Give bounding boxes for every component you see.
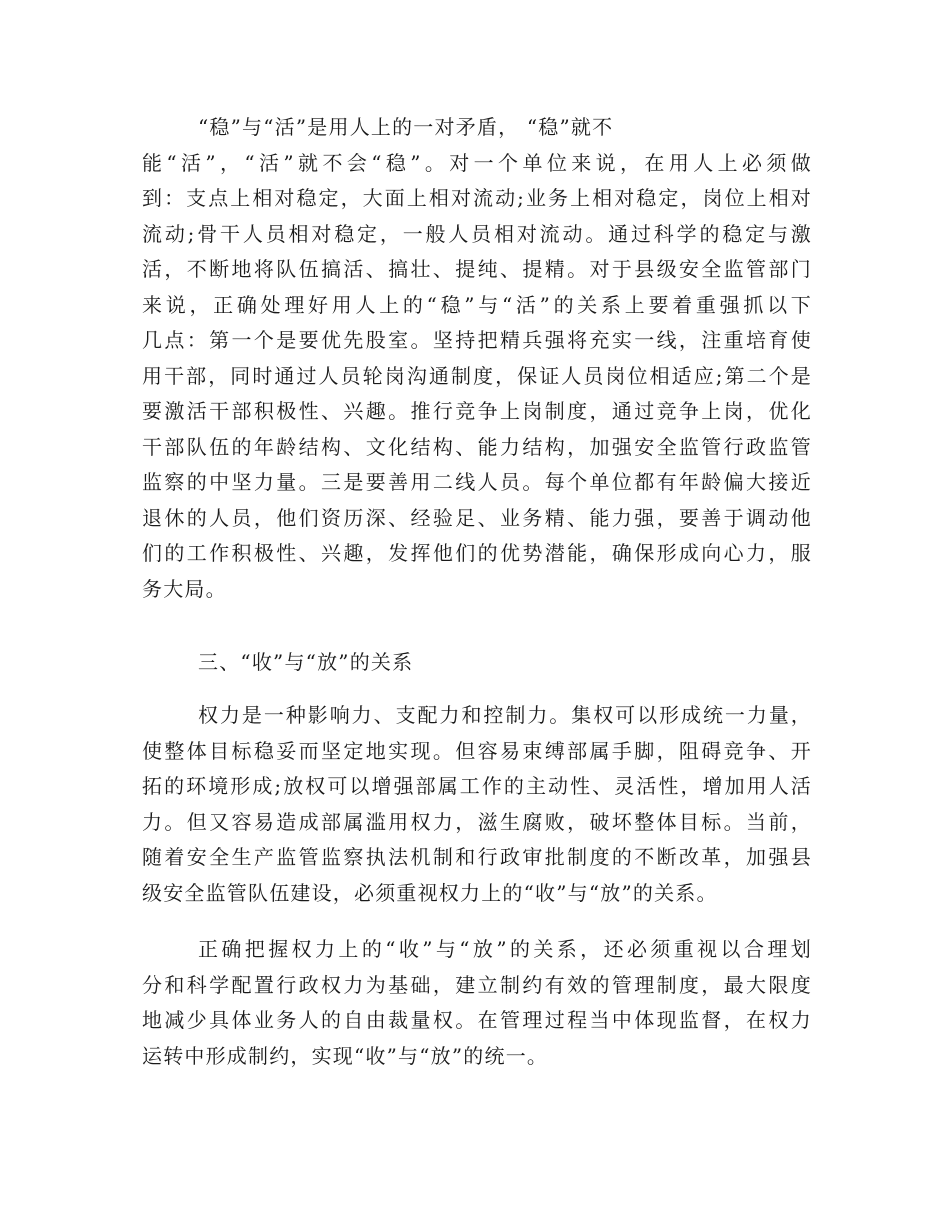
paragraph-power-balance	[142, 932, 812, 1074]
paragraph-line: 力。但又容易造成部属滥用权力，滋生腐败，破坏整体目标。当前，	[142, 809, 812, 834]
paragraph-line: 拓的环境形成;放权可以增强部属工作的主动性、灵活性，增加用人活	[142, 774, 812, 798]
paragraph-power-centralize	[142, 698, 812, 911]
paragraph-line: 干部队伍的年龄结构、文化结构、能力结构，加强安全监管行政监管	[142, 434, 812, 459]
paragraph-line: 级安全监管队伍建设，必须重视权力上的“收”与“放”的关系。	[142, 880, 718, 905]
paragraph-line: 到：支点上相对稳定，大面上相对流动;业务上相对稳定，岗位上相对	[142, 186, 812, 210]
paragraph-line: 要激活干部积极性、兴趣。推行竞争上岗制度，通过竞争上岗，优化	[142, 399, 812, 423]
paragraph-line: 使整体目标稳妥而坚定地实现。但容易束缚部属手脚，阻碍竞争、开	[142, 738, 812, 763]
paragraph-line: 务大局。	[142, 576, 227, 601]
paragraph-line: 几点：第一个是要优先股室。坚持把精兵强将充实一线，注重培育使	[142, 328, 812, 352]
paragraph-line: 来说，正确处理好用人上的“稳”与“活”的关系上要着重强抓以下	[142, 292, 812, 317]
paragraph-line: 流动;骨干人员相对稳定，一般人员相对流动。通过科学的稳定与激	[142, 221, 812, 246]
section-heading: 三、“收”与“放”的关系	[198, 650, 414, 674]
paragraph-line: 地减少具体业务人的自由裁量权。在管理过程当中体现监督，在权力	[142, 1008, 812, 1032]
paragraph-line: 权力是一种影响力、支配力和控制力。集权可以形成统一力量，	[198, 703, 812, 727]
paragraph-line: “稳”与“活”是用人上的一对矛盾， “稳”就不	[198, 115, 614, 139]
paragraph-line: 随着安全生产监管监察执法机制和行政审批制度的不断改革，加强县	[142, 845, 812, 869]
paragraph-line: 分和科学配置行政权力为基础，建立制约有效的管理制度，最大限度	[142, 972, 812, 997]
paragraph-line: 们的工作积极性、兴趣，发挥他们的优势潜能，确保形成向心力，服	[142, 541, 812, 565]
paragraph-line: 能“活”，“活”就不会“稳”。对一个单位来说，在用人上必须做	[142, 150, 812, 175]
paragraph-line: 活，不断地将队伍搞活、搞壮、提纯、提精。对于县级安全监管部门	[142, 257, 812, 281]
paragraph-line: 监察的中坚力量。三是要善用二线人员。每个单位都有年龄偏大接近	[142, 470, 812, 494]
paragraph-line: 用干部，同时通过人员轮岗沟通制度，保证人员岗位相适应;第二个是	[142, 363, 812, 388]
paragraph-line: 正确把握权力上的“收”与“放”的关系，还必须重视以合理划	[198, 937, 812, 961]
paragraph-stable-active	[142, 110, 812, 607]
paragraph-line: 退休的人员，他们资历深、经验足、业务精、能力强，要善于调动他	[142, 505, 812, 530]
paragraph-line: 运转中形成制约，实现“收”与“放”的统一。	[142, 1043, 549, 1068]
